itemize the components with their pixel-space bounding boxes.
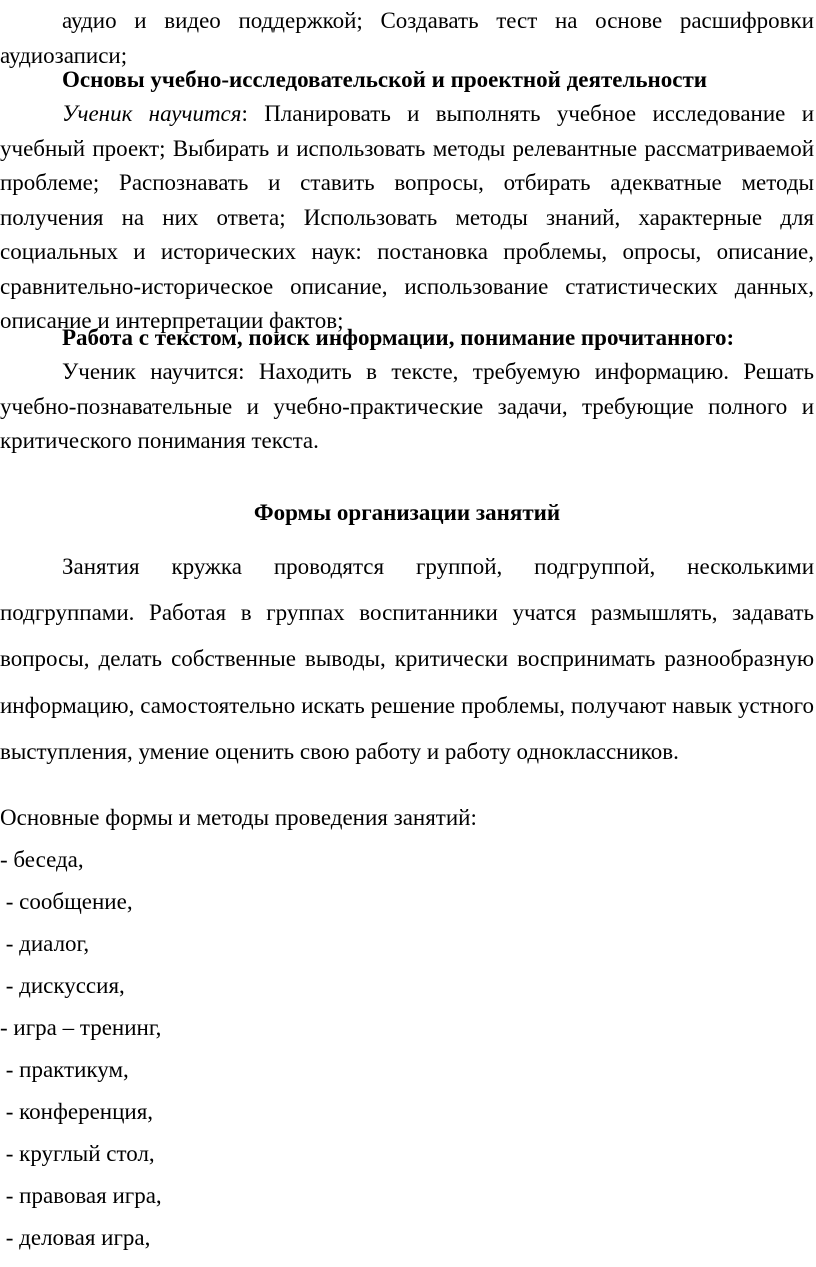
section-heading-text-work	[0, 321, 814, 356]
list-item: - деловая игра,	[0, 1225, 151, 1250]
paragraph-forms	[0, 544, 814, 775]
list-item: - беседа,	[0, 847, 84, 872]
list-item: - игра – тренинг,	[0, 1015, 162, 1040]
paragraph-forms-text: Занятия кружка проводятся группой, подгруппой, несколькими подгруппами. Работая в группах воспитанники учатся размышлять, задавать вопросы, делать собственные выводы, критически воспринимать разнообразную информацию, самостоятельно искать решение проблемы, получают навык устного выступления, умение оценить свою работу и работу одноклассников.	[0, 554, 814, 764]
section-heading-text-work-text: Работа с текстом, поиск информации, понимание прочитанного:	[62, 325, 735, 350]
section-heading-research	[0, 63, 814, 98]
paragraph-text-work-text: Ученик научится: Находить в тексте, требуемую информацию. Решать учебно-познавательные и учебно-практические задачи, требующие полного и критического понимания текста.	[0, 359, 814, 453]
section-heading-research-text: Основы учебно-исследовательской и проектной деятельности	[62, 67, 708, 92]
list-intro-text: Основные формы и методы проведения занятий:	[0, 805, 477, 830]
section-heading-forms-text: Формы организации занятий	[253, 500, 561, 525]
paragraph-research-lead: Ученик научится	[62, 101, 242, 126]
list-item: - дискуссия,	[0, 973, 125, 998]
list-item: - сообщение,	[0, 889, 133, 914]
list-item: - правовая игра,	[0, 1183, 162, 1208]
list-item: - диалог,	[0, 931, 90, 956]
section-heading-forms	[0, 496, 814, 531]
list-item: - практикум,	[0, 1057, 129, 1082]
list-item: - круглый стол,	[0, 1141, 155, 1166]
list-intro	[0, 801, 814, 836]
paragraph-research-text: : Планировать и выполнять учебное исследование и учебный проект; Выбирать и использовать методы релевантные рассматриваемой проблеме; Распознавать и ставить вопросы, отбирать адекватные методы получения на них ответа; Использовать методы знаний, характерные для социальных и исторических наук: постановка проблемы, опросы, описание, сравнительно-историческое описание, использование статистических данных, описание и интерпретации фактов;	[0, 101, 814, 333]
paragraph-text-work	[0, 355, 814, 459]
paragraph-research-skills	[0, 97, 814, 339]
paragraph-continuation-text: аудио и видео поддержкой; Создавать тест на основе расшифровки аудиозаписи;	[0, 8, 814, 68]
list-item: - конференция,	[0, 1099, 154, 1124]
